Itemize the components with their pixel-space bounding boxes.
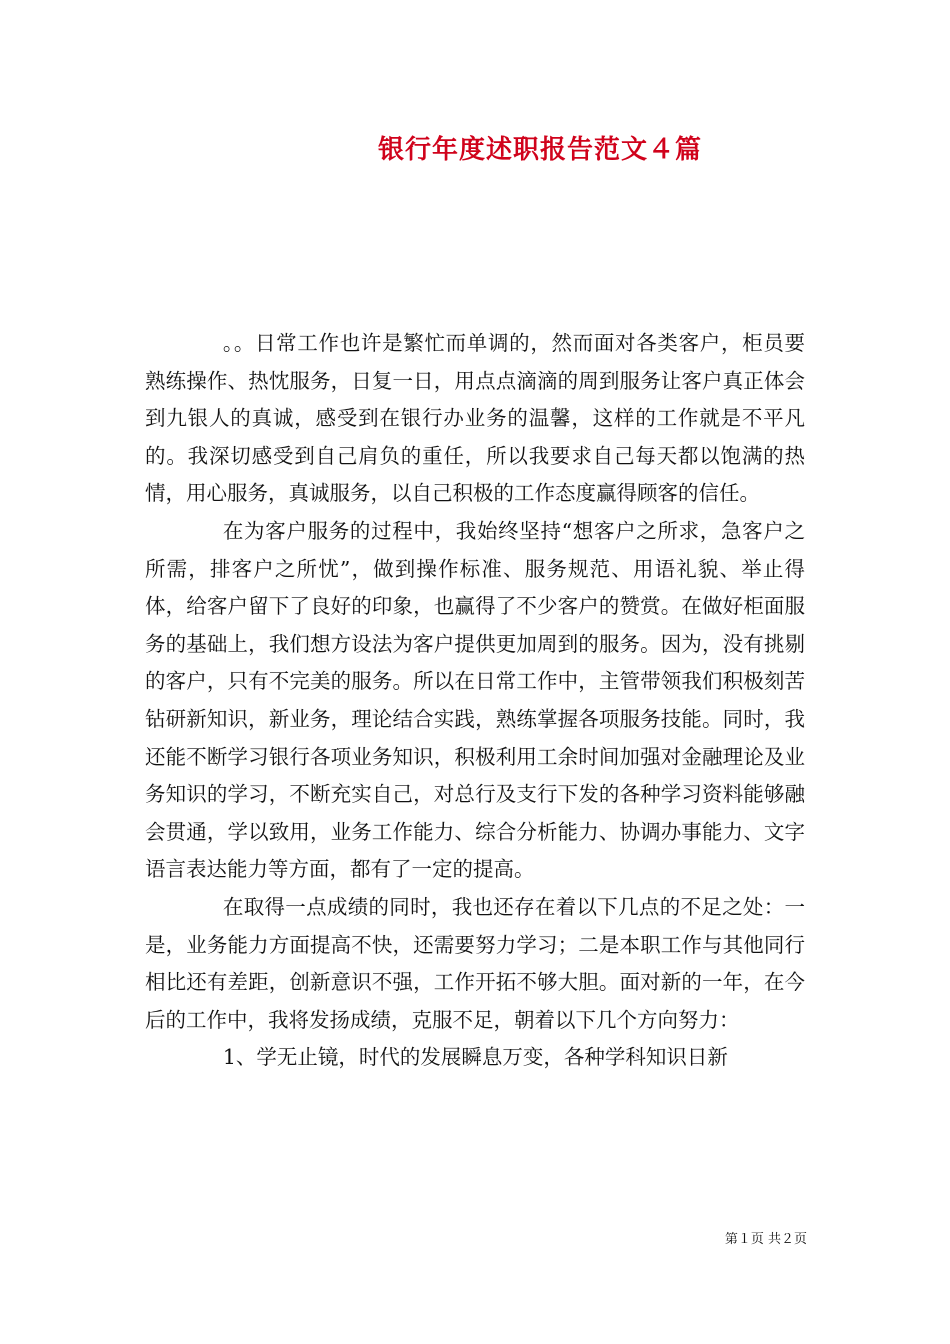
paragraph-1: 。。日常工作也许是繁忙而单调的，然而面对各类客户，柜员要熟练操作、热忱服务，日复一日，用点点滴滴的周到服务让客户真正体会到九银人的真诚，感受到在银行办业务的温馨，这样的工作就是不平凡的。我深切感受到自己肩负的重任，所以我要求自己每天都以饱满的热情，用心服务，真诚服务，以自己积极的工作态度赢得顾客的信任。 (145, 331, 805, 506)
paragraph-3: 在取得一点成绩的同时，我也还存在着以下几点的不足之处：一是，业务能力方面提高不快，还需要努力学习；二是本职工作与其他同行相比还有差距，创新意识不强，工作开拓不够大胆。面对新的一年，在今后的工作中，我将发扬成绩，克服不足，朝着以下几个方向努力： (145, 894, 805, 1032)
page-number: 第１页 共２页 (724, 1232, 807, 1247)
paragraph-2: 在为客户服务的过程中，我始终坚持“想客户之所求，急客户之所需，排客户之所忧”，做到操作标准、服务规范、用语礼貌、举止得体，给客户留下了良好的印象，也赢得了不少客户的赞赏。在做好柜面服务的基础上，我们想方设法为客户提供更加周到的服务。因为，没有挑剔的客户，只有不完美的服务。所以在日常工作中，主管带领我们积极刻苦钻研新知识，新业务，理论结合实践，熟练掌握各项服务技能。同时，我还能不断学习银行各项业务知识，积极利用工余时间加强对金融理论及业务知识的学习，不断充实自己，对总行及支行下发的各种学习资料能够融会贯通，学以致用，业务工作能力、综合分析能力、协调办事能力、文字语言表达能力等方面，都有了一定的提高。 (145, 518, 805, 882)
paragraph-4: 1、学无止镜，时代的发展瞬息万变，各种学科知识日新 (222, 1045, 728, 1070)
document-body (145, 325, 805, 1077)
document-title: 银行年度述职报告范文４篇 (377, 135, 702, 165)
